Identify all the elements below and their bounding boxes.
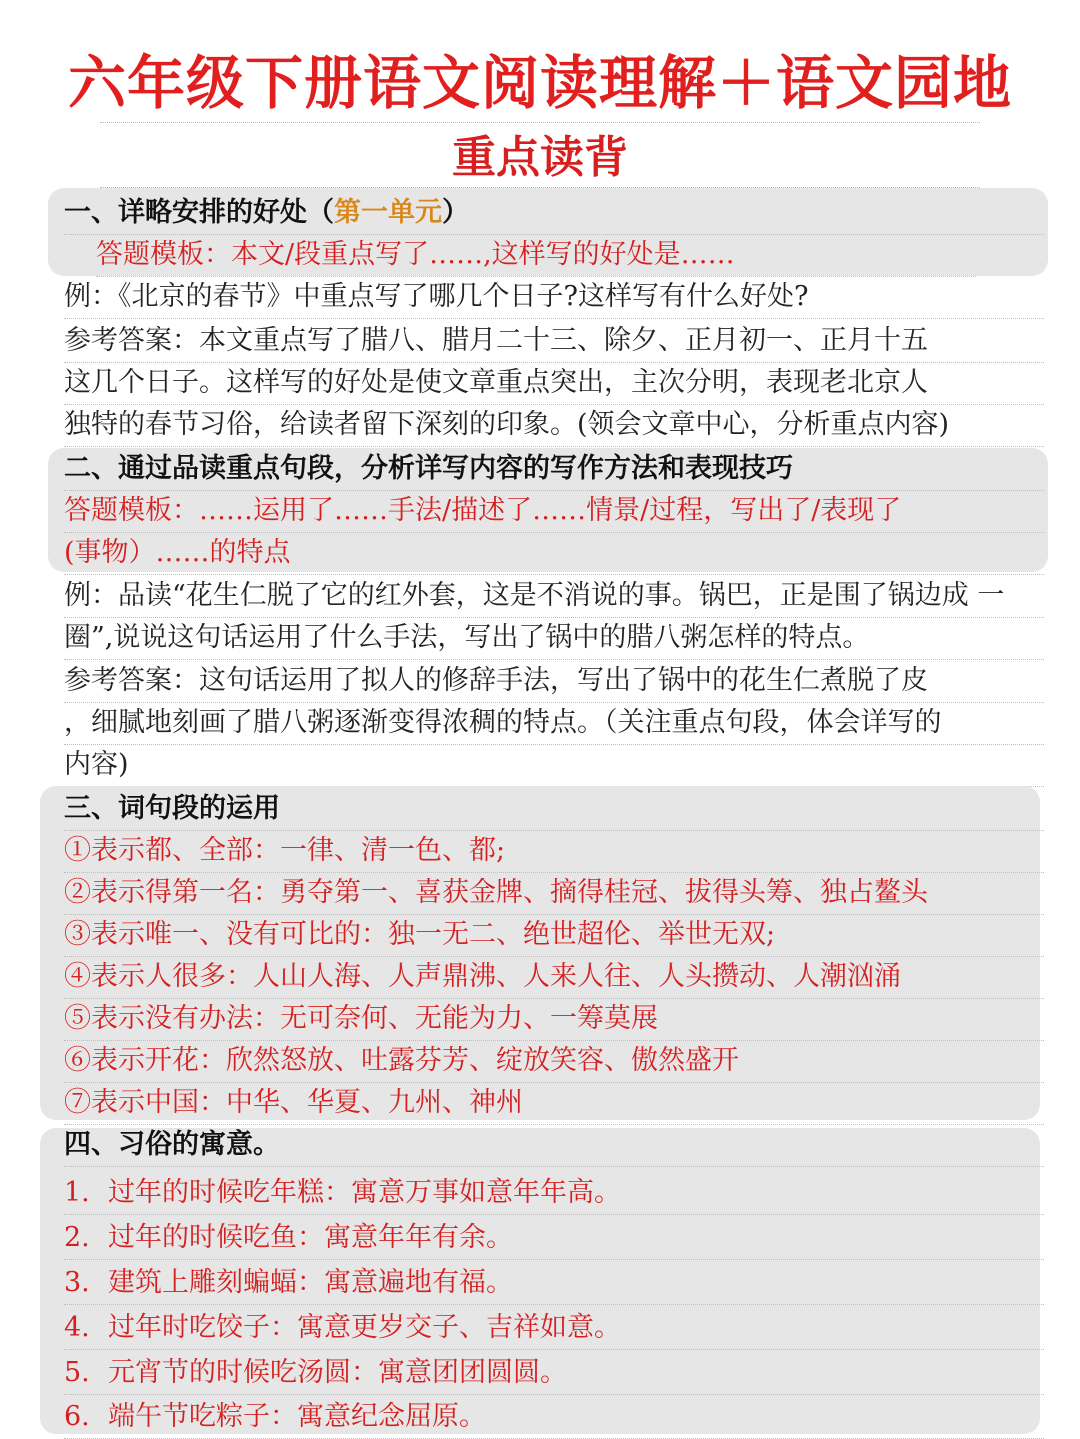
list-item-text: 端午节吃粽子：寓意纪念屈原。 bbox=[108, 1401, 486, 1432]
section2-example-line: 例：品读“花生仁脱了它的红外套，这是不消说的事。锅巴，正是围了锅边成 一 bbox=[64, 575, 1044, 618]
section3-item: ⑥表示开花：欣然怒放、吐露芬芳、绽放笑容、傲然盛开 bbox=[64, 1040, 1044, 1083]
list-item bbox=[64, 1307, 1044, 1350]
section1-answer-line: 参考答案：本文重点写了腊八、腊月二十三、除夕、正月初一、正月十五 bbox=[64, 320, 1044, 363]
section2-template-line: (事物）……的特点 bbox=[64, 532, 1044, 575]
section3-item: ④表示人很多：人山人海、人声鼎沸、人来人往、人头攒动、人潮汹涌 bbox=[64, 956, 1044, 999]
section3-item: ①表示都、全部：一律、清一色、都; bbox=[64, 830, 1044, 873]
section3-item: ⑦表示中国：中华、华夏、九州、神州 bbox=[64, 1082, 1044, 1125]
section1-answer-line: 独特的春节习俗，给读者留下深刻的印象。(领会文章中心，分析重点内容) bbox=[64, 404, 1044, 447]
list-item-number: 5. bbox=[64, 1357, 90, 1388]
section2-heading: 二、通过品读重点句段，分析详写内容的写作方法和表现技巧 bbox=[64, 448, 1044, 491]
section2-example-line: 圈”,说说这句话运用了什么手法，写出了锅中的腊八粥怎样的特点。 bbox=[64, 617, 1044, 660]
section1-answer-line: 这几个日子。这样写的好处是使文章重点突出，主次分明，表现老北京人 bbox=[64, 362, 1044, 405]
list-item-number: 3. bbox=[64, 1267, 90, 1298]
list-item-text: 元宵节的时候吃汤圆：寓意团团圆圆。 bbox=[108, 1357, 567, 1388]
list-item bbox=[64, 1217, 1044, 1260]
section2-answer-line: ，细腻地刻画了腊八粥逐渐变得浓稠的特点。（关注重点句段，体会详写的 bbox=[64, 702, 1044, 745]
section3-item: ③表示唯一、没有可比的：独一无二、绝世超伦、举世无双; bbox=[64, 914, 1044, 957]
section1-heading bbox=[64, 192, 1044, 235]
divider bbox=[100, 122, 980, 123]
list-item-text: 过年时吃饺子：寓意更岁交子、吉祥如意。 bbox=[108, 1312, 621, 1343]
page-subtitle: 重点读背 bbox=[452, 132, 628, 183]
section2-template-line: 答题模板：……运用了……手法/描述了……情景/过程，写出了/表现了 bbox=[64, 490, 1044, 533]
section1-example: 例：《北京的春节》中重点写了哪几个日子?这样写有什么好处? bbox=[64, 276, 1044, 319]
section3-heading: 三、词句段的运用 bbox=[64, 788, 1044, 831]
list-item bbox=[64, 1172, 1044, 1215]
list-item-number: 2. bbox=[64, 1222, 90, 1253]
section2-answer-line: 参考答案：这句话运用了拟人的修辞手法，写出了锅中的花生仁煮脱了皮 bbox=[64, 660, 1044, 703]
list-item-number: 4. bbox=[64, 1312, 90, 1343]
list-item-text: 建筑上雕刻蝙蝠：寓意遍地有福。 bbox=[108, 1267, 513, 1298]
list-item-number: 1. bbox=[64, 1177, 90, 1208]
list-item-number: 6. bbox=[64, 1401, 90, 1432]
section1-heading-highlight: 第一单元 bbox=[334, 197, 442, 228]
section1-heading-suffix: ） bbox=[442, 197, 469, 228]
section3-item: ⑤表示没有办法：无可奈何、无能为力、一筹莫展 bbox=[64, 998, 1044, 1041]
list-item-text: 过年的时候吃年糕：寓意万事如意年年高。 bbox=[108, 1177, 621, 1208]
list-item bbox=[64, 1396, 1044, 1439]
section1-heading-prefix: 一、详略安排的好处（ bbox=[64, 197, 334, 228]
list-item bbox=[64, 1262, 1044, 1305]
list-item bbox=[64, 1352, 1044, 1395]
page-title: 六年级下册语文阅读理解＋语文园地 bbox=[67, 49, 1012, 117]
list-item-text: 过年的时候吃鱼：寓意年年有余。 bbox=[108, 1222, 513, 1253]
section2-answer-line: 内容) bbox=[64, 744, 1044, 787]
section3-item: ②表示得第一名：勇夺第一、喜获金牌、摘得桂冠、拔得头筹、独占鳌头 bbox=[64, 872, 1044, 915]
section4-heading: 四、习俗的寓意。 bbox=[64, 1124, 1044, 1167]
section1-template: 答题模板：本文/段重点写了……,这样写的好处是…… bbox=[96, 234, 976, 277]
